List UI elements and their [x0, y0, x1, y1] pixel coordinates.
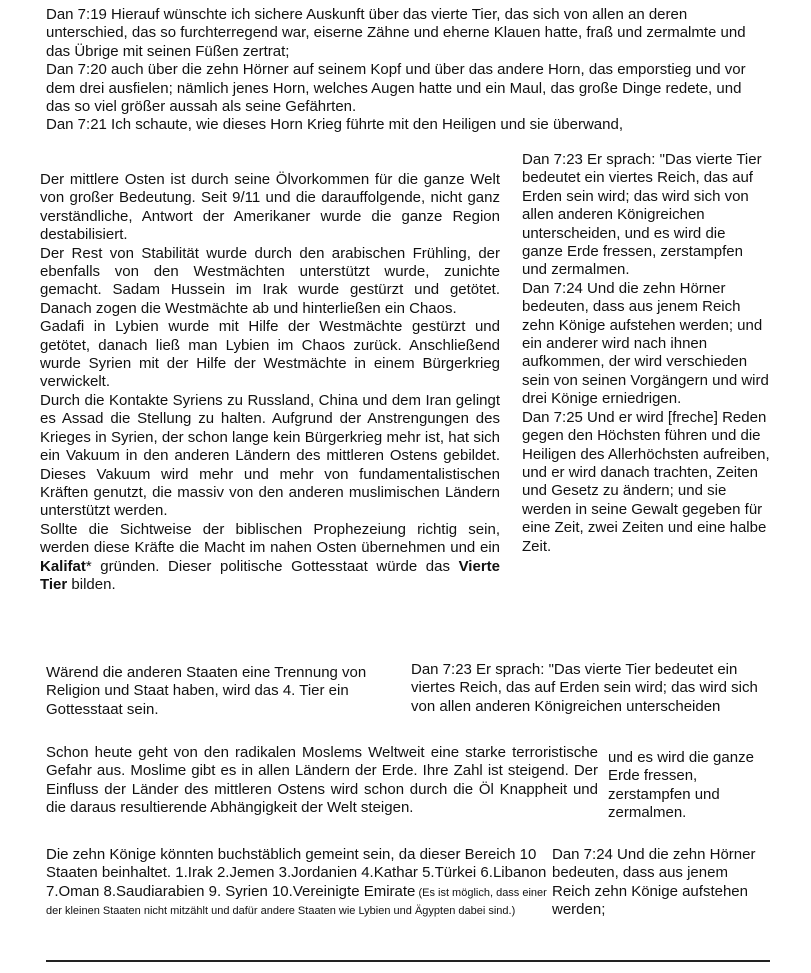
- paragraph-assad: Durch die Kontakte Syriens zu Russland, China und dem Iran gelingt es Assad die Stellung zu halten. Aufgrund der Anstrengungen des Krieges in Syrien, der schon lange kein Bürgerkrieg mehr ist, hat sich ein Vakuum in den anderen Ländern des mittleren Ostens gebildet. Dieses Vakuum wird mehr und mehr von fundamentalistischen Kräften genutzt, die massiv von den anderen muslimischen Ländern unterstützt werden.: [40, 391, 500, 520]
- zehn-koenige-paragraph: [46, 846, 554, 920]
- paragraph-oil: Der mittlere Osten ist durch seine Ölvorkommen für die ganze Welt von großer Bedeutung. Seit 9/11 und die darauffolgende, nicht ganz verständliche, Antwort der Amerikaner wurde die ganze Region destabilisiert.: [40, 171, 500, 244]
- verse-dan-7-19: Dan 7:19 Hierauf wünschte ich sichere Auskunft über das vierte Tier, das sich von allen an deren unterschied, das so furchterregend war, eiserne Zähne und eherne Klauen hatte, fraß und zermalmte und das Übrige mit seinen Füßen zertrat;: [46, 6, 746, 60]
- zehn-koenige-footnote: (Es ist möglich, dass einer der kleinen Staaten nicht mitzählt und dafür andere Staaten wie Lybien und Ägypten dabei sind.): [46, 886, 547, 918]
- verse-dan-7-25: Dan 7:25 Und er wird [freche] Reden gegen den Höchsten führen und die Heiligen des Allerhöchsten aufreiben, und er wird danach trachten, Zeiten und Gesetz zu ändern; und sie werden in seine Gewalt gegeben für eine Zeit, zwei Zeiten und eine halbe Zeit.: [522, 408, 770, 555]
- moslems-paragraph: Schon heute geht von den radikalen Moslems Weltweit eine starke terroristische Gefahr aus. Moslime gibt es in allen Ländern der Erde. Ihre Zahl ist steigend. Der Einfluss der Länder des mittleren Ostens wird schon durch die Öl Knappheit und die daraus resultierende Abhängigkeit der Welt steigen.: [46, 744, 598, 817]
- left-commentary: [40, 171, 500, 594]
- verse-dan-7-23-part1: Dan 7:23 Er sprach: "Das vierte Tier bedeutet ein viertes Reich, das auf Erden sein wird; das wird sich von allen anderen Königreichen unterscheiden: [411, 661, 758, 715]
- top-verses: [46, 6, 768, 135]
- paragraph-arab-spring: Der Rest von Stabilität wurde durch den arabischen Frühling, der ebenfalls von den Westmächten unterstützt wurde, zunichte gemacht. Sadam Hussein im Irak wurde gestürzt und getötet. Danach zogen die Westmächte ab und hinterließen ein Chaos.: [40, 244, 500, 317]
- verse-dan-7-21: Dan 7:21 Ich schaute, wie dieses Horn Krieg führte mit den Heiligen und sie überwand,: [46, 116, 623, 134]
- paragraph-kalifat: Sollte die Sichtweise der biblischen Prophezeiung richtig sein, werden diese Kräfte die Macht im nahen Osten übernehmen und ein Kalifat* gründen. Dieser politische Gottesstaat würde das Vierte Tier bilden.: [40, 520, 500, 593]
- zehn-koenige-text: Die zehn Könige könnten buchstäblich gemeint sein, da dieser Bereich 10 Staaten beinhaltet. 1.Irak 2.Jemen 3.Jordanien 4.Kathar 5.Türkei 6.Libanon 7.Oman 8.Saudiarabien 9. Syrien 10.Vereinigte Emirate: [46, 846, 547, 900]
- paragraph-gadafi: Gadafi in Lybien wurde mit Hilfe der Westmächte gestürzt und getötet, danach ließ man Lybien im Chaos zurück. Anschließend wurde Syrien mit der Hilfe der Westmächte in einem Bürgerkrieg verwickelt.: [40, 318, 500, 391]
- right-verses: [522, 151, 770, 556]
- bottom-divider: [46, 960, 770, 962]
- kalifat-term: Kalifat: [40, 557, 86, 575]
- verse-dan-7-20: Dan 7:20 auch über die zehn Hörner auf seinem Kopf und über das andere Horn, das emporstieg und vor dem drei ausfielen; nämlich jenes Horn, welches Augen hatte und ein Maul, das große Dinge redete, und das so viel größer aussah als seine Gefährten.: [46, 61, 746, 116]
- gottesstaat-note: Wärend die anderen Staaten eine Trennung von Religion und Staat haben, wird das 4. Tier ein Gottesstaat sein.: [46, 664, 367, 718]
- verse-dan-7-24: Dan 7:24 Und die zehn Hörner bedeuten, dass aus jenem Reich zehn Könige aufstehen werden; und ein anderer wird nach ihnen aufkommen, der wird verschieden sein von seinen Vorgängern und wird drei Könige erniedrigen.: [522, 279, 769, 408]
- vierte-tier-term: Vierte Tier: [40, 557, 500, 593]
- verse-dan-7-23: Dan 7:23 Er sprach: "Das vierte Tier bedeutet ein viertes Reich, das auf Erden sein wird; das wird sich von allen anderen Königreichen unterscheiden, und es wird die ganze Erde fressen, zerstampfen und zermalmen.: [522, 151, 762, 279]
- verse-dan-7-23-part2: und es wird die ganze Erde fressen, zerstampfen und zermalmen.: [608, 749, 754, 822]
- verse-dan-7-24-short: Dan 7:24 Und die zehn Hörner bedeuten, dass aus jenem Reich zehn Könige aufstehen werden;: [552, 846, 756, 919]
